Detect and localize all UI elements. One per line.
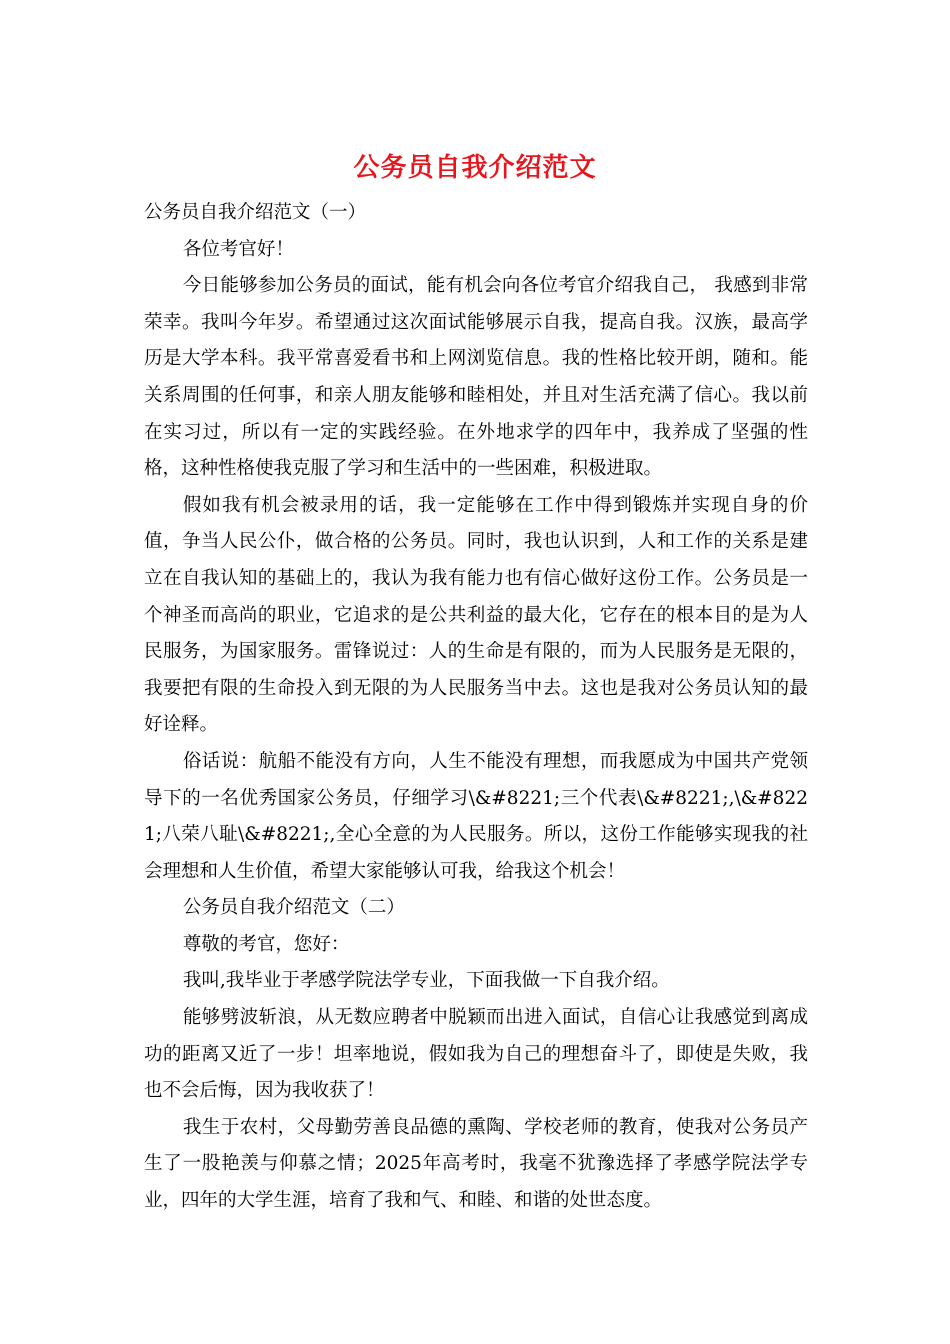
section-heading-2: 公务员自我介绍范文（二）	[182, 897, 405, 919]
greeting-1: 各位考官好！	[182, 238, 294, 260]
document-title: 公务员自我介绍范文	[353, 153, 597, 183]
paragraph-background: 我生于农村，父母勤劳善良品德的熏陶、学校老师的教育，使我对公务员产生了一股艳羡与仰慕之情；2025年高考时，我毫不犹豫选择了孝感学院法学专业，四年的大学生涯，培育了我和气、和睦、和谐的处世态度。	[144, 1116, 808, 1212]
paragraph-confidence: 能够劈波斩浪，从无数应聘者中脱颖而出进入面试，自信心让我感觉到离成功的距离又近了一步！坦率地说，假如我为自己的理想奋斗了，即使是失败，我也不会后悔，因为我收获了！	[144, 1007, 808, 1102]
document-body	[144, 195, 808, 1220]
paragraph-ideal: 俗话说：航船不能没有方向，人生不能没有理想，而我愿成为中国共产党领导下的一名优秀国家公务员，仔细学习\&#8221;三个代表\&#8221;,\&#8221;八荣八耻\&#8221;,全心全意的为人民服务。所以，这份工作能够实现我的社会理想和人生价值，希望大家能够认可我，给我这个机会！	[144, 750, 808, 882]
paragraph-name: 我叫,我毕业于孝感学院法学专业，下面我做一下自我介绍。	[182, 970, 670, 992]
greeting-2: 尊敬的考官，您好：	[182, 933, 350, 955]
section-heading-1: 公务员自我介绍范文（一）	[144, 202, 367, 223]
paragraph-aspiration: 假如我有机会被录用的话，我一定能够在工作中得到锻炼并实现自身的价值，争当人民公仆，做合格的公务员。同时，我也认识到，人和工作的关系是建立在自我认知的基础上的，我认为我有能力也有信心做好这份工作。公务员是一个神圣而高尚的职业，它追求的是公共利益的最大化，它存在的根本目的是为人民服务，为国家服务。雷锋说过：人的生命是有限的，而为人民服务是无限的，我要把有限的生命投入到无限的为人民服务当中去。这也是我对公务员认知的最好诠释。	[144, 494, 808, 736]
paragraph-intro: 今日能够参加公务员的面试，能有机会向各位考官介绍我自己， 我感到非常荣幸。我叫今年岁。希望通过这次面试能够展示自我，提高自我。汉族，最高学历是大学本科。我平常喜爱看书和上网浏览信息。我的性格比较开朗，随和。能关系周围的任何事，和亲人朋友能够和睦相处，并且对生活充满了信心。我以前在实习过，所以有一定的实践经验。在外地求学的四年中，我养成了坚强的性格，这种性格使我克服了学习和生活中的一些困难，积极进取。	[144, 275, 808, 480]
